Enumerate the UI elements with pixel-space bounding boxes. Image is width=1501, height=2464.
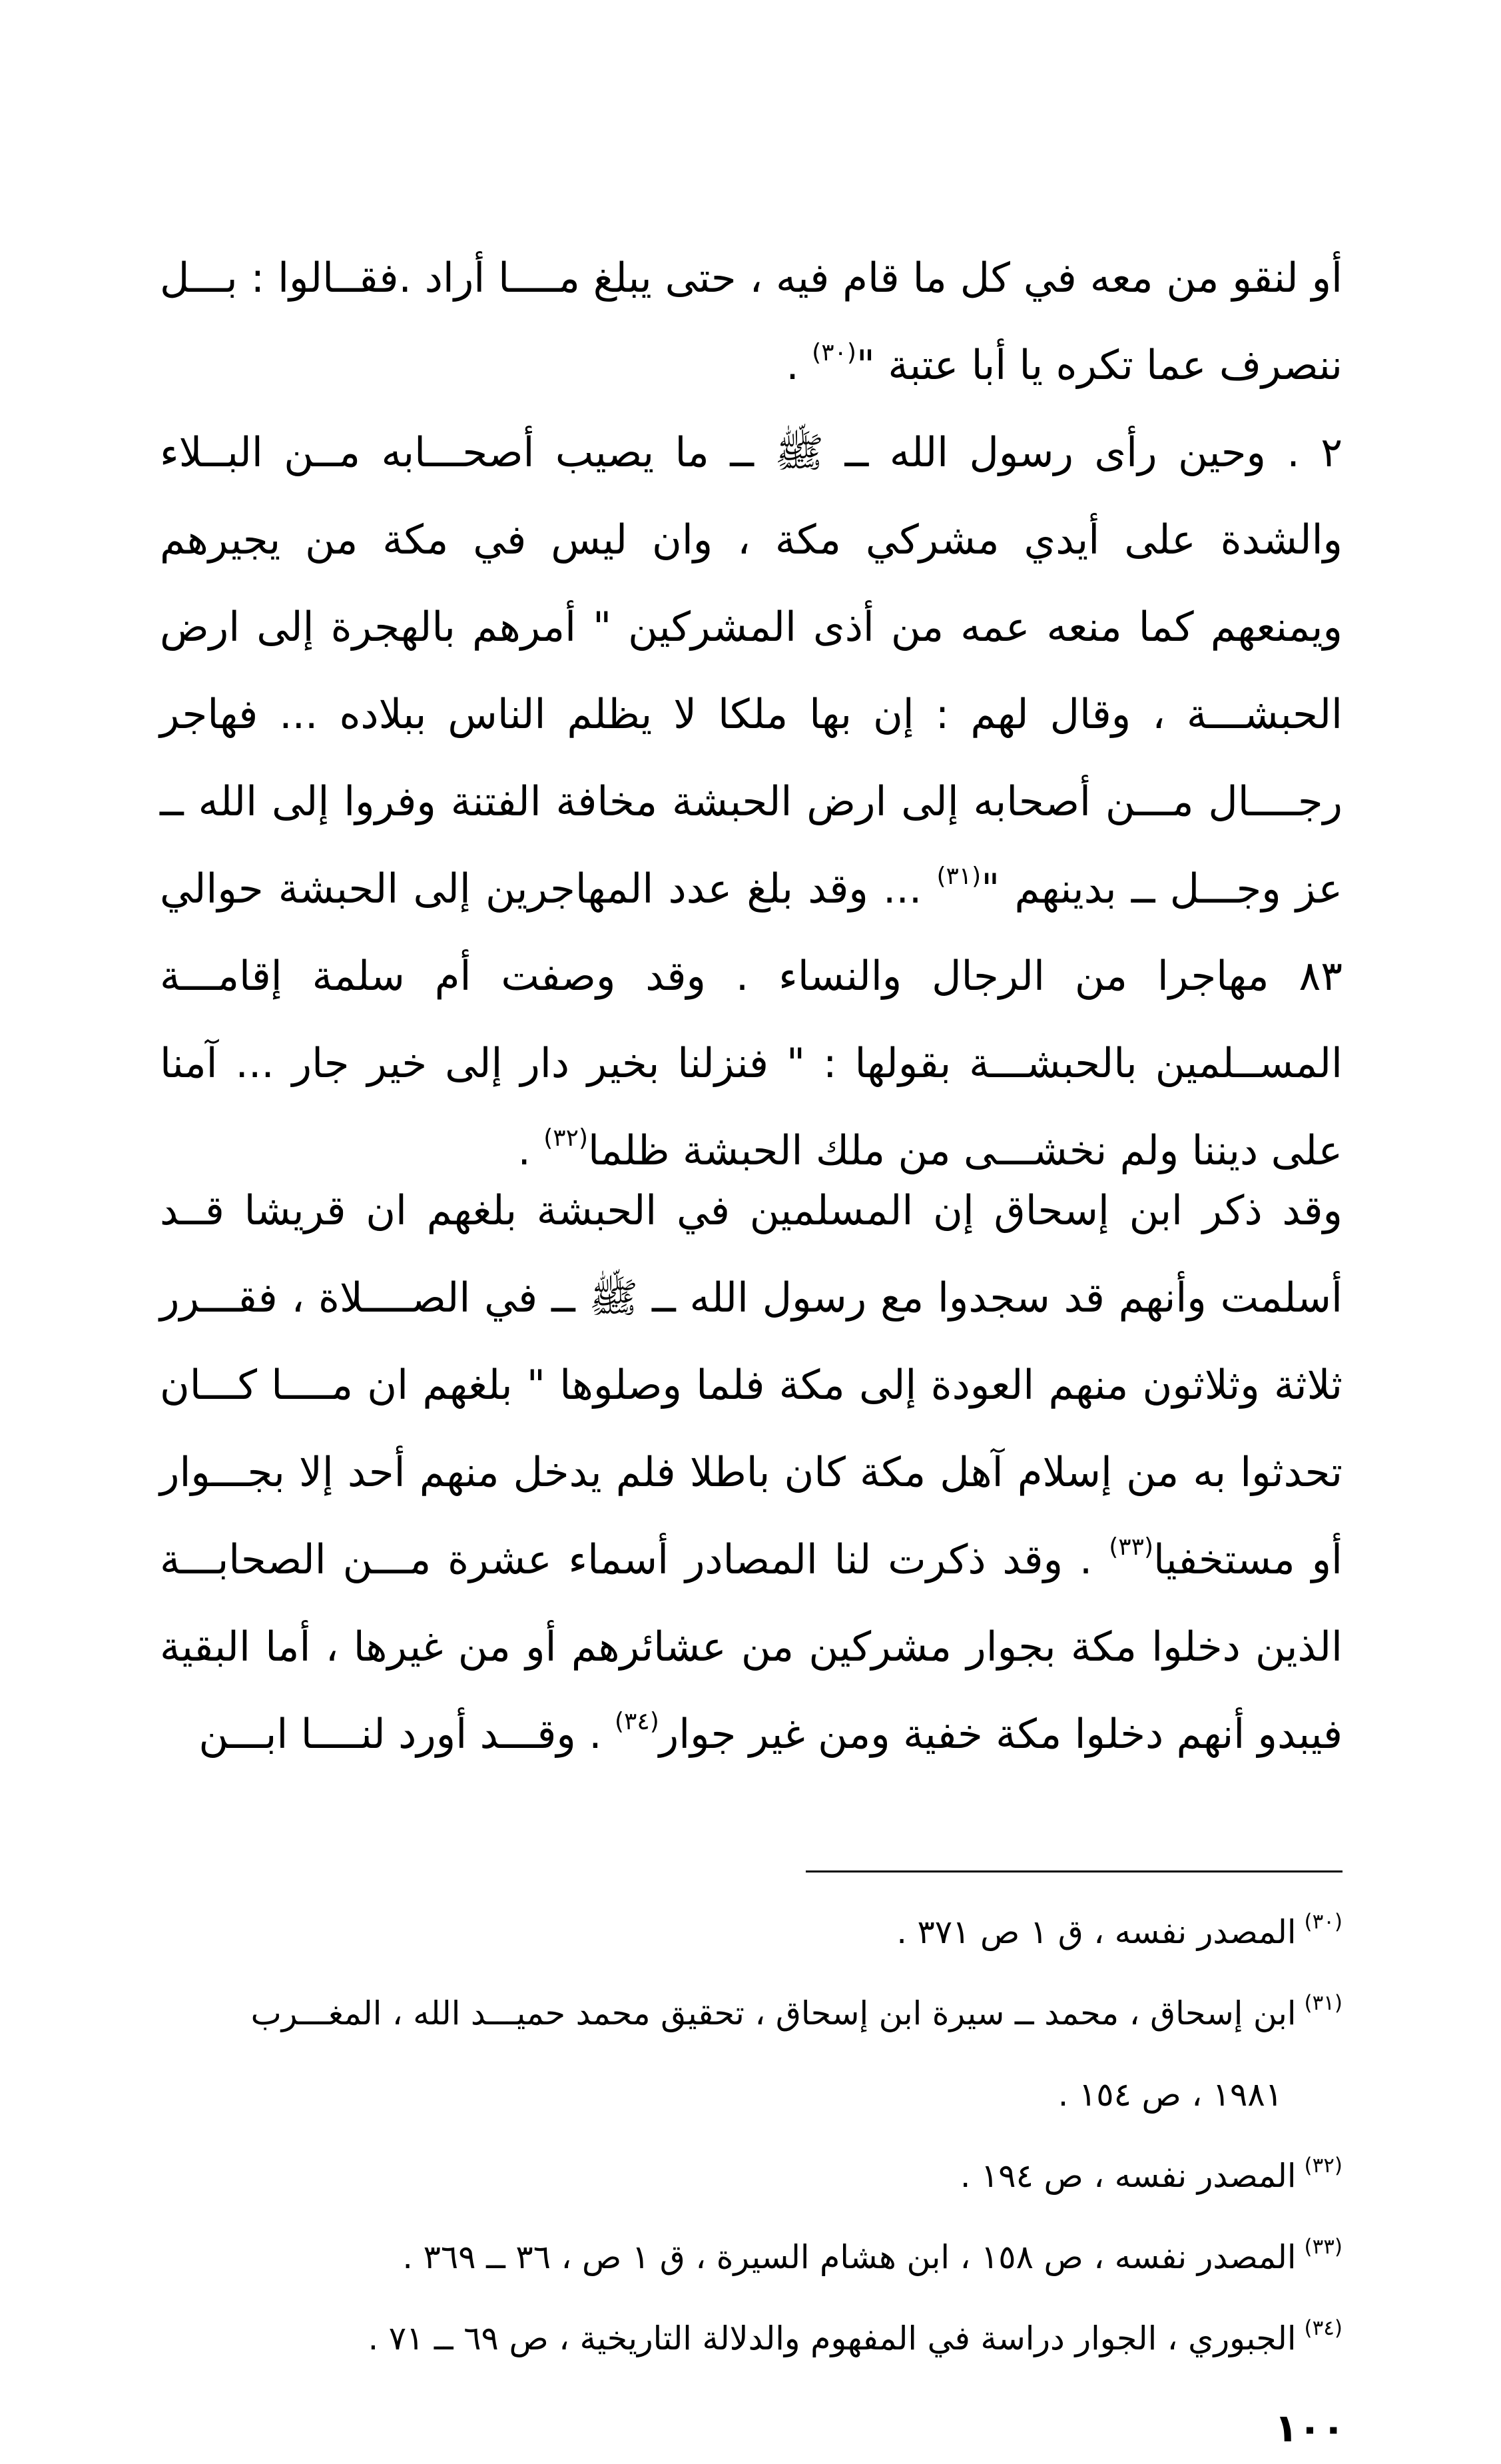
footnote-ref-32[interactable]: (٣٢) xyxy=(543,1124,588,1152)
paragraph-3-text-2: . وقد ذكرت لنا المصادر أسماء عشرة مـــن الصحابـــة الذين دخلوا مكة بجوار مشركين من عشائرهم أو من غيرها ، أما البقية فيبدو أنهم دخلوا مكة خفية ومن غير جوار xyxy=(160,1536,1343,1758)
footnote-33 xyxy=(153,2217,1343,2298)
footnote-number: (٣٤) xyxy=(1304,2316,1343,2340)
footnote-text: ابن إسحاق ، محمد ــ سيرة ابن إسحاق ، تحقيق محمد حميـــد الله ، المغـــرب xyxy=(250,1994,1297,2032)
footnote-text: المصدر نفسه ، ق ١ ص ٣٧١ . xyxy=(896,1913,1297,1951)
footnote-ref-34[interactable]: (٣٤) xyxy=(614,1708,659,1735)
footnote-34 xyxy=(153,2298,1343,2379)
footnotes-section xyxy=(153,1892,1343,2379)
footnote-ref-33[interactable]: (٣٣) xyxy=(1109,1533,1153,1561)
paragraph-2-tail: . xyxy=(517,1127,544,1174)
paragraph-3-text: وقد ذكر ابن إسحاق إن المسلمين في الحبشة بلغهم ان قريشا قــد أسلمت وأنهم قد سجدوا مع رسول الله ــ ﷺ ــ في الصــــلاة ، فقـــرر ثلاثة وثلاثون منهم العودة إلى مكة فلما وصلوها " بلغهم ان مــــا كـــان تحدثوا به من إسلام آهل مكة كان باطلا فلم يدخل منهم أحد إلا بجـــوار أو مستخفيا xyxy=(160,1187,1343,1583)
footnote-number: (٣٠) xyxy=(1304,1910,1343,1934)
footnote-30 xyxy=(153,1892,1343,1973)
footnote-ref-31[interactable]: (٣١) xyxy=(936,863,982,890)
page-number: ١٠٠ xyxy=(1274,2405,1345,2451)
footnote-number: (٣٣) xyxy=(1304,2235,1343,2259)
paragraph-3 xyxy=(160,1167,1343,1778)
paragraph-1 xyxy=(160,234,1343,409)
paragraph-1-text: أو لنقو من معه في كل ما قام فيه ، حتى يبلغ مــــا أراد .فقــالوا : بـــل ننصرف عما تكره يا أبا عتبة " xyxy=(160,254,1343,389)
footnote-32 xyxy=(153,2136,1343,2217)
footnote-text: المصدر نفسه ، ص ١٩٤ . xyxy=(960,2157,1297,2195)
footnote-text: المصدر نفسه ، ص ١٥٨ ، ابن هشام السيرة ، ق ١ ص ، ٣٦ ــ ٣٦٩ . xyxy=(402,2238,1297,2276)
paragraph-3-tail: . وقـــد أورد لنــــا ابـــن xyxy=(198,1711,615,1758)
footnote-number: (٣١) xyxy=(1304,1991,1343,2015)
paragraph-2-text-2: ... وقد بلغ عدد المهاجرين إلى الحبشة حوالي ٨٣ مهاجرا من الرجال والنساء . وقد وصفت أم سلمة إقامـــة المســلمين بالحبشـــة بقولها : " فنزلنا بخير دار إلى خير جار ... آمنا على ديننا ولم نخشـــى من ملك الحبشة ظلما xyxy=(160,865,1343,1174)
paragraph-1-tail: . xyxy=(786,342,812,389)
paragraph-2 xyxy=(160,409,1343,1194)
footnote-text: الجبوري ، الجوار دراسة في المفهوم والدلالة التاريخية ، ص ٦٩ ــ ٧١ . xyxy=(368,2319,1297,2357)
footnote-ref-30[interactable]: (٣٠) xyxy=(812,339,856,366)
paragraph-2-text: ٢ . وحين رأى رسول الله ــ ﷺ ــ ما يصيب أصحـــابه مــن البــلاء والشدة على أيدي مشركي مكة ، وان ليس في مكة من يجيرهم ويمنعهم كما منعه عمه من أذى المشركين " أمرهم بالهجرة إلى ارض الحبشـــة ، وقال لهم : إن بها ملكا لا يظلم الناس ببلاده ... فهاجر رجــــال مـــن أصحابه إلى ارض الحبشة مخافة الفتنة وفروا إلى الله ــ عز وجـــل ــ بدينهم " xyxy=(160,429,1343,913)
footnote-31 xyxy=(153,1973,1343,2136)
footnote-number: (٣٢) xyxy=(1304,2154,1343,2178)
footnote-separator xyxy=(806,1870,1343,1872)
footnote-continuation: ١٩٨١ ، ص ١٥٤ . xyxy=(1057,2076,1283,2114)
